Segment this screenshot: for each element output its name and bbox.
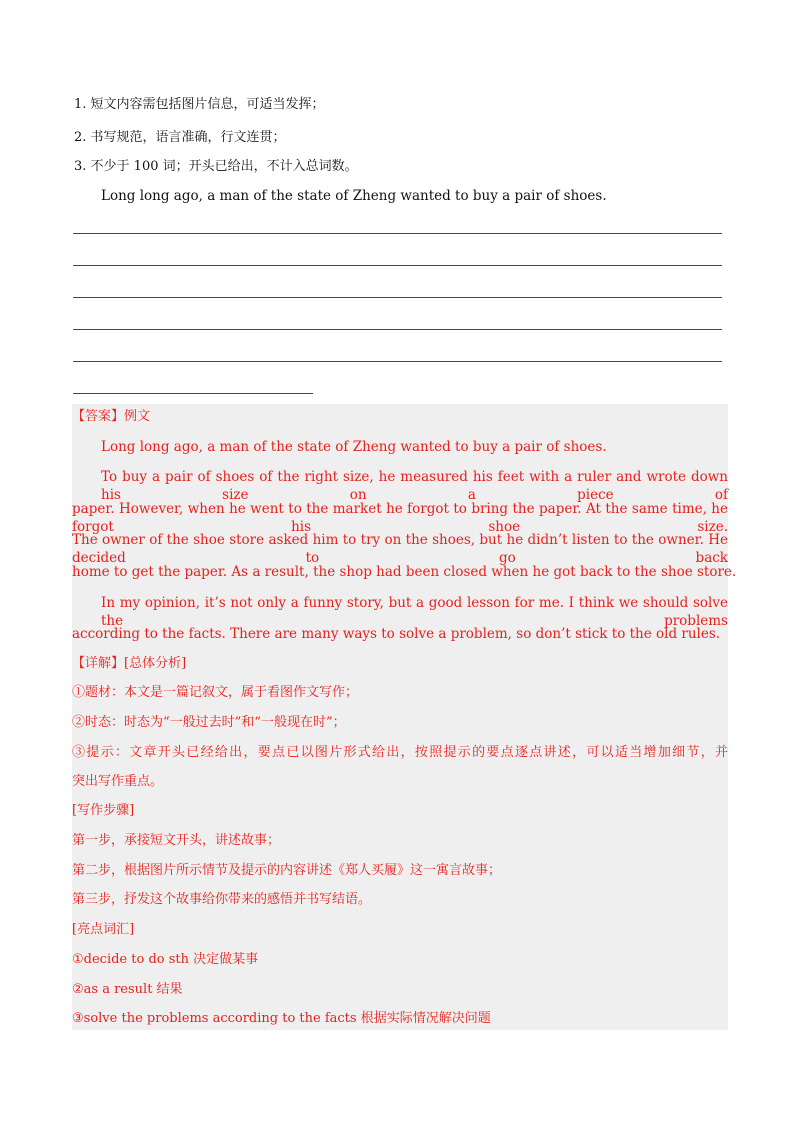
vocab-header: [亮点词汇] xyxy=(72,922,135,937)
writing-line xyxy=(73,393,313,394)
requirement-2: 2. 书写规范，语言准确，行文连贯； xyxy=(74,130,286,145)
analysis-item: ③提示：文章开头已经给出，要点已以图片形式给出，按照提示的要点逐点讲述，可以适当增加细节，并 xyxy=(72,745,728,760)
requirement-1: 1. 短文内容需包括图片信息，可适当发挥； xyxy=(74,97,325,112)
step-item: 第二步，根据图片所示情节及提示的内容讲述《郑人买履》这一寓言故事； xyxy=(72,863,502,878)
vocab-item: ③solve the problems according to the facts 根据实际情况解决问题 xyxy=(72,1011,491,1026)
essay-line: In my opinion, it’s not only a funny story, but a good lesson for me. I think we should solve the problems xyxy=(101,595,728,629)
analysis-item: ①题材：本文是一篇记叙文，属于看图作文写作； xyxy=(72,685,359,700)
opening-sentence: Long long ago, a man of the state of Zheng wanted to buy a pair of shoes. xyxy=(101,188,607,204)
vocab-item: ①decide to do sth 决定做某事 xyxy=(72,952,259,967)
writing-line xyxy=(73,361,722,362)
analysis-item: 突出写作重点。 xyxy=(72,774,164,789)
detail-header: 【详解】[总体分析] xyxy=(72,656,187,671)
essay-opening: Long long ago, a man of the state of Zheng wanted to buy a pair of shoes. xyxy=(101,439,607,455)
step-item: 第三步，抒发这个故事给你带来的感悟并书写结语。 xyxy=(72,892,372,907)
essay-line: The owner of the shoe store asked him to try on the shoes, but he didn’t listen to the owner. He decided to go back xyxy=(72,532,728,566)
steps-header: [写作步骤] xyxy=(72,803,135,818)
essay-line: To buy a pair of shoes of the right size, he measured his feet with a ruler and wrote down his size on a piece of xyxy=(101,469,728,503)
step-item: 第一步，承接短文开头，讲述故事； xyxy=(72,833,281,848)
essay-line: paper. However, when he went to the market he forgot to bring the paper. At the same time, he forgot his shoe size. xyxy=(72,501,728,535)
vocab-item: ②as a result 结果 xyxy=(72,982,183,997)
answer-header: 【答案】例文 xyxy=(72,409,151,424)
answer-section xyxy=(72,404,737,1030)
essay-line: home to get the paper. As a result, the shop had been closed when he got back to the shoe store. xyxy=(72,564,737,580)
writing-line xyxy=(73,297,722,298)
writing-line xyxy=(73,233,722,234)
writing-line xyxy=(73,329,722,330)
essay-line: according to the facts. There are many ways to solve a problem, so don’t stick to the old rules. xyxy=(72,626,721,642)
analysis-item: ②时态：时态为“一般过去时”和“一般现在时”； xyxy=(72,715,346,730)
writing-line xyxy=(73,265,722,266)
requirement-3: 3. 不少于 100 词；开头已给出，不计入总词数。 xyxy=(74,159,358,174)
